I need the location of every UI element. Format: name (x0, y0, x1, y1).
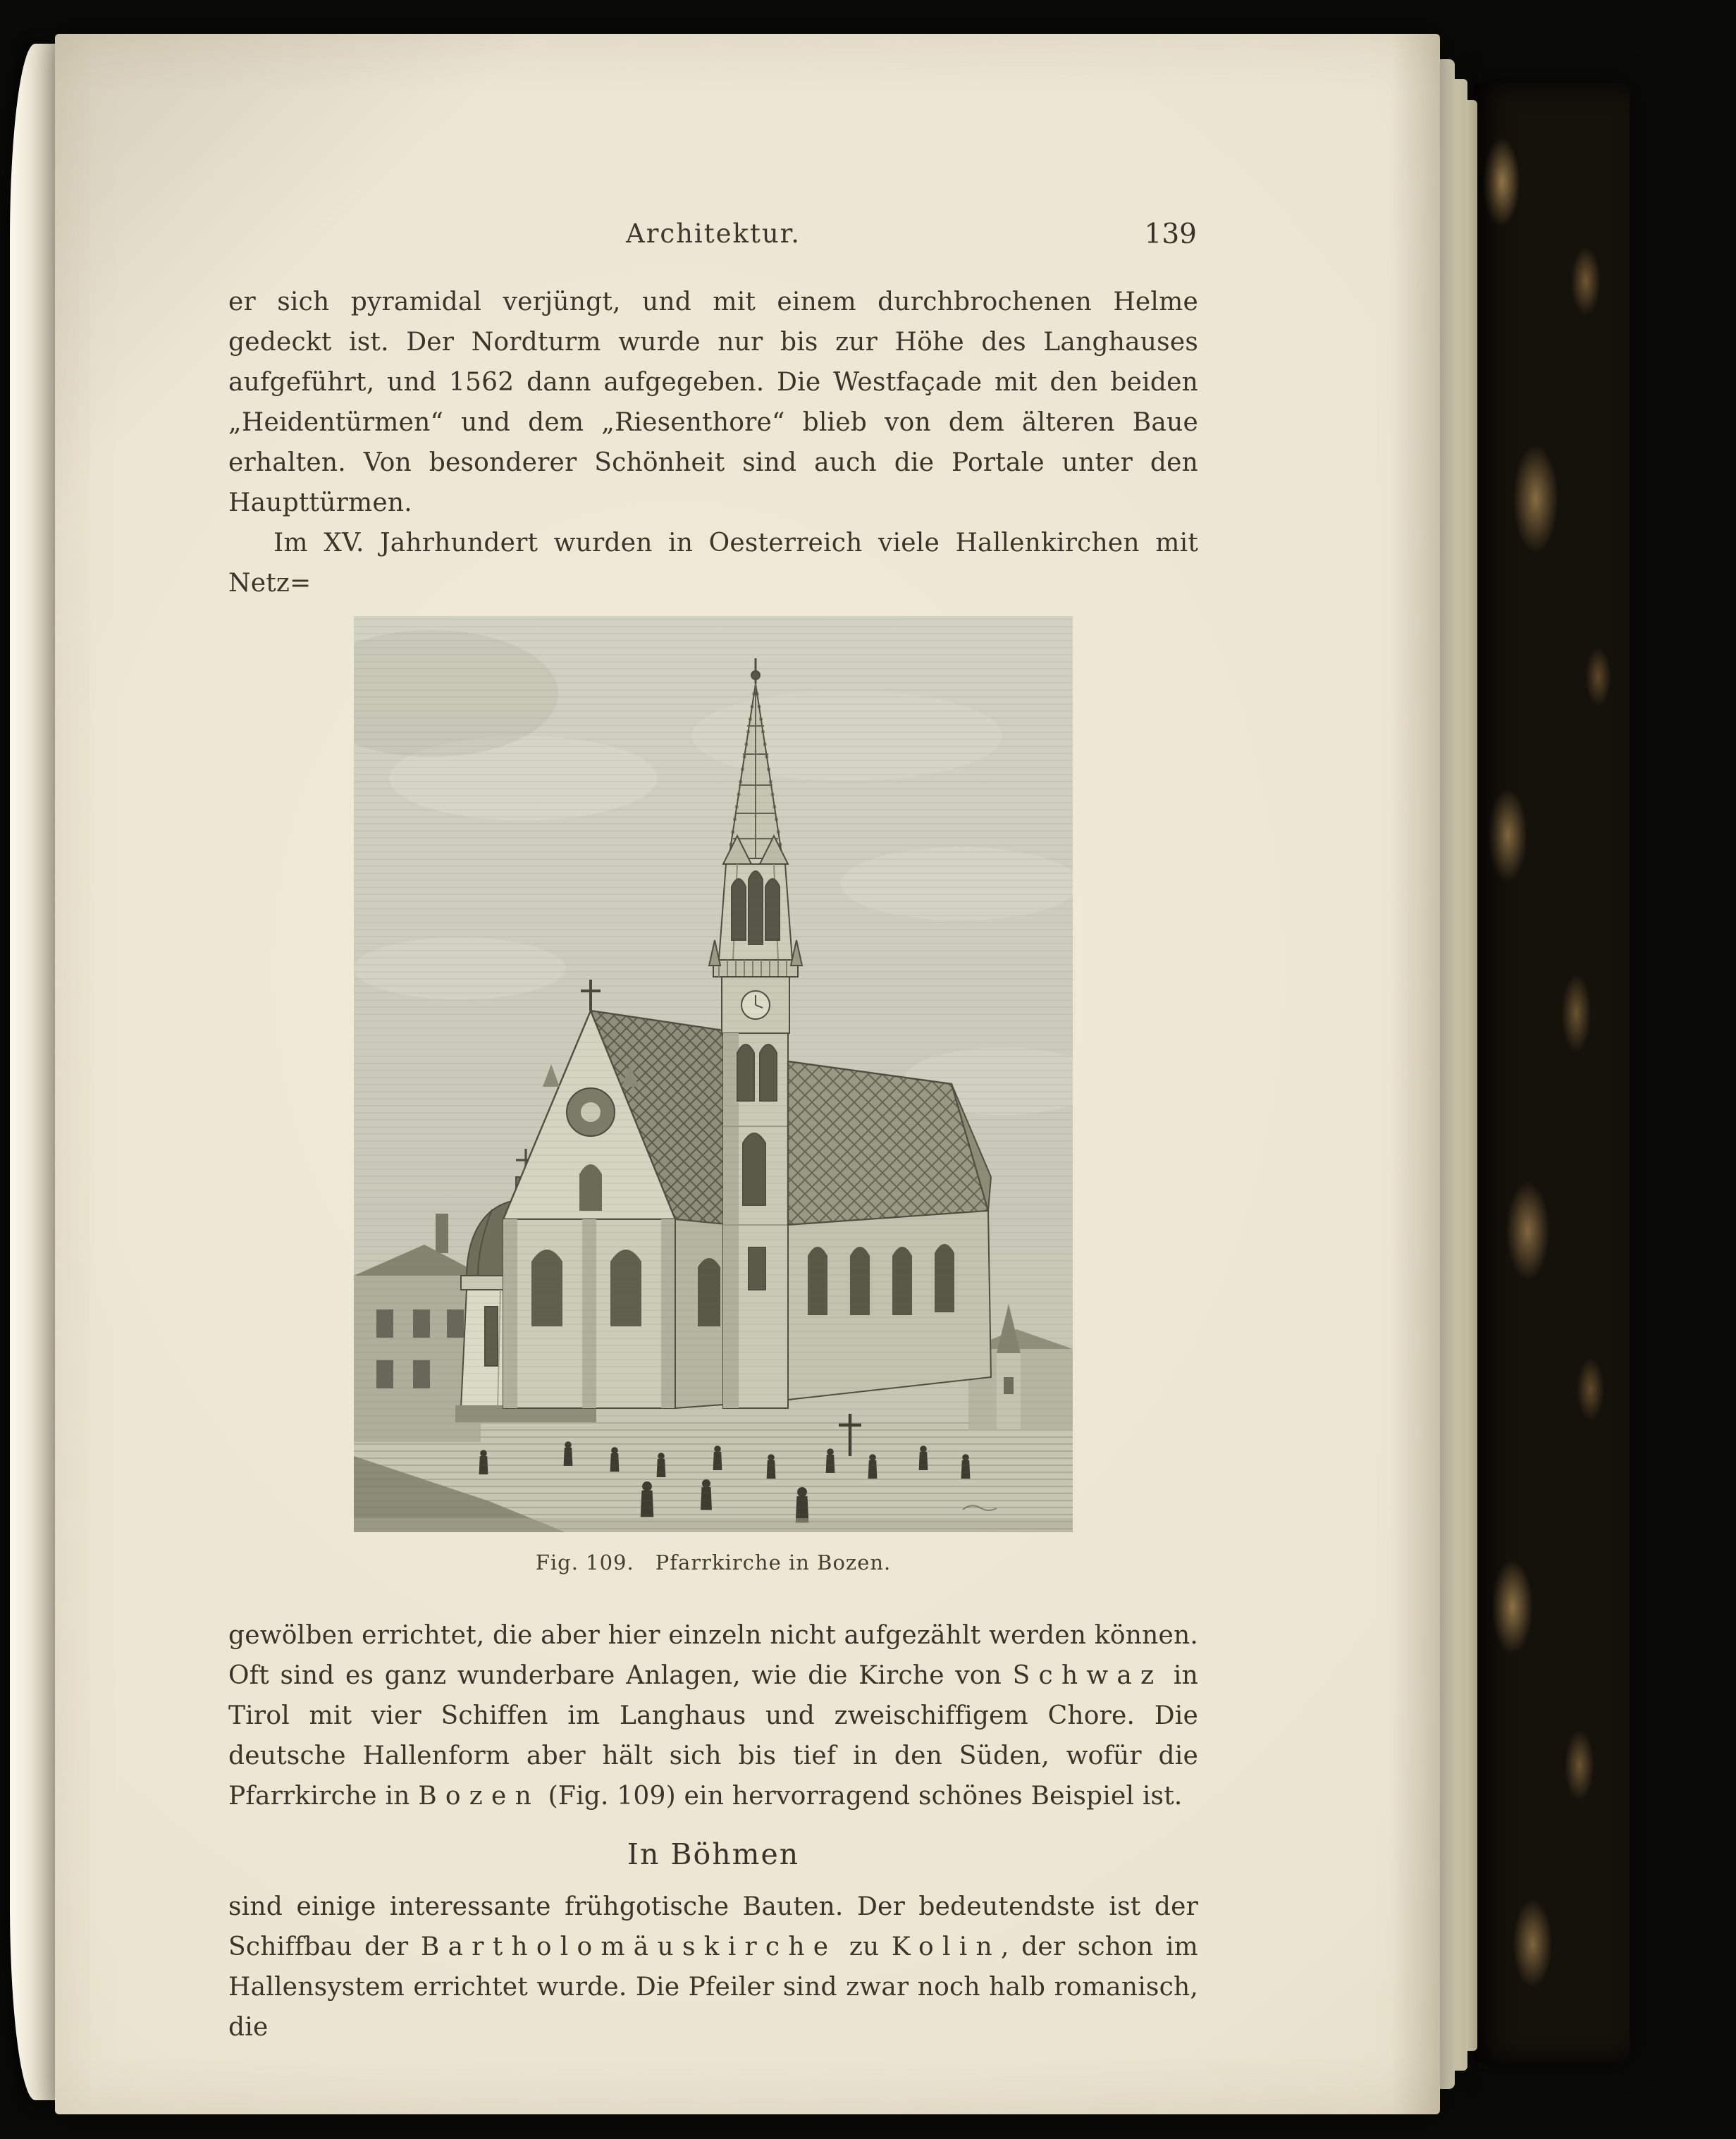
text-segment: Bartholomäuskirche (420, 1933, 837, 1961)
book-cover (1473, 83, 1630, 2062)
page-header (228, 218, 1198, 255)
book-page (55, 34, 1440, 2114)
text-segment: gewölben errichtet, die aber hier einzeln nicht aufgezählt werden können. Oft sind es ganz wunderbare Anlagen, wie die Kirche von (228, 1621, 1198, 1690)
text-segment: Kolin (891, 1933, 1001, 1961)
text-segment: sind einige interessante frühgotische Bauten. Der bedeutendste ist der Schiffbau der (228, 1892, 1198, 1961)
figure-caption (228, 1551, 1198, 1574)
caption-title: Pfarrkirche in Bozen. (655, 1551, 892, 1574)
paragraph (228, 1887, 1198, 2047)
text-segment: (Fig. 109) ein hervorragend schönes Beispiel ist. (540, 1782, 1183, 1811)
page-content (228, 218, 1198, 2047)
text-segment: zu (837, 1933, 892, 1961)
left-page-edge (10, 44, 59, 2100)
text-segment: , der schon im Hallensystem errichtet wurde. Die Pfeiler sind zwar noch halb romanisch, die (228, 1933, 1198, 2042)
text-segment: in Tirol mit vier Schiffen im Langhaus und zweischiffigem Chore. Die deutsche Hallenform aber hält sich bis tief in den Süden, wofür die Pfarrkirche in (228, 1661, 1199, 1811)
running-header: Architektur. (625, 218, 801, 249)
page-stack-edge (1453, 79, 1467, 2071)
paragraph (228, 282, 1198, 523)
church-illustration (354, 616, 1073, 1532)
section-heading: In Böhmen (627, 1837, 800, 1871)
text-segment: Bozen (418, 1782, 540, 1811)
paragraph (228, 1615, 1198, 1816)
text-segment: Im XV. Jahrhundert wurden in Oesterreich viele Hallenkirchen mit Netz= (228, 529, 1198, 598)
text-segment: er sich pyramidal verjüngt, und mit einem durchbrochenen Helme gedeckt ist. Der Nordturm wurde nur bis zur Höhe des Langhauses aufgeführt, und 1562 dann aufgegeben. Die Westfaçade mit den beiden „Heidentürmen“ und dem „Riesenthore“ blieb von dem älteren Baue erhalten. Von besonderer Schönheit sind auch die Portale unter den Haupttürmen. (228, 288, 1198, 517)
figure-engraving (354, 616, 1073, 1532)
paragraph (228, 523, 1198, 603)
caption-label: Fig. 109. (535, 1551, 634, 1574)
engraving-texture (354, 616, 1073, 1532)
page-stack-edge (1466, 100, 1477, 2051)
text-segment: Schwaz (1012, 1661, 1163, 1690)
page-number: 139 (1144, 218, 1197, 250)
